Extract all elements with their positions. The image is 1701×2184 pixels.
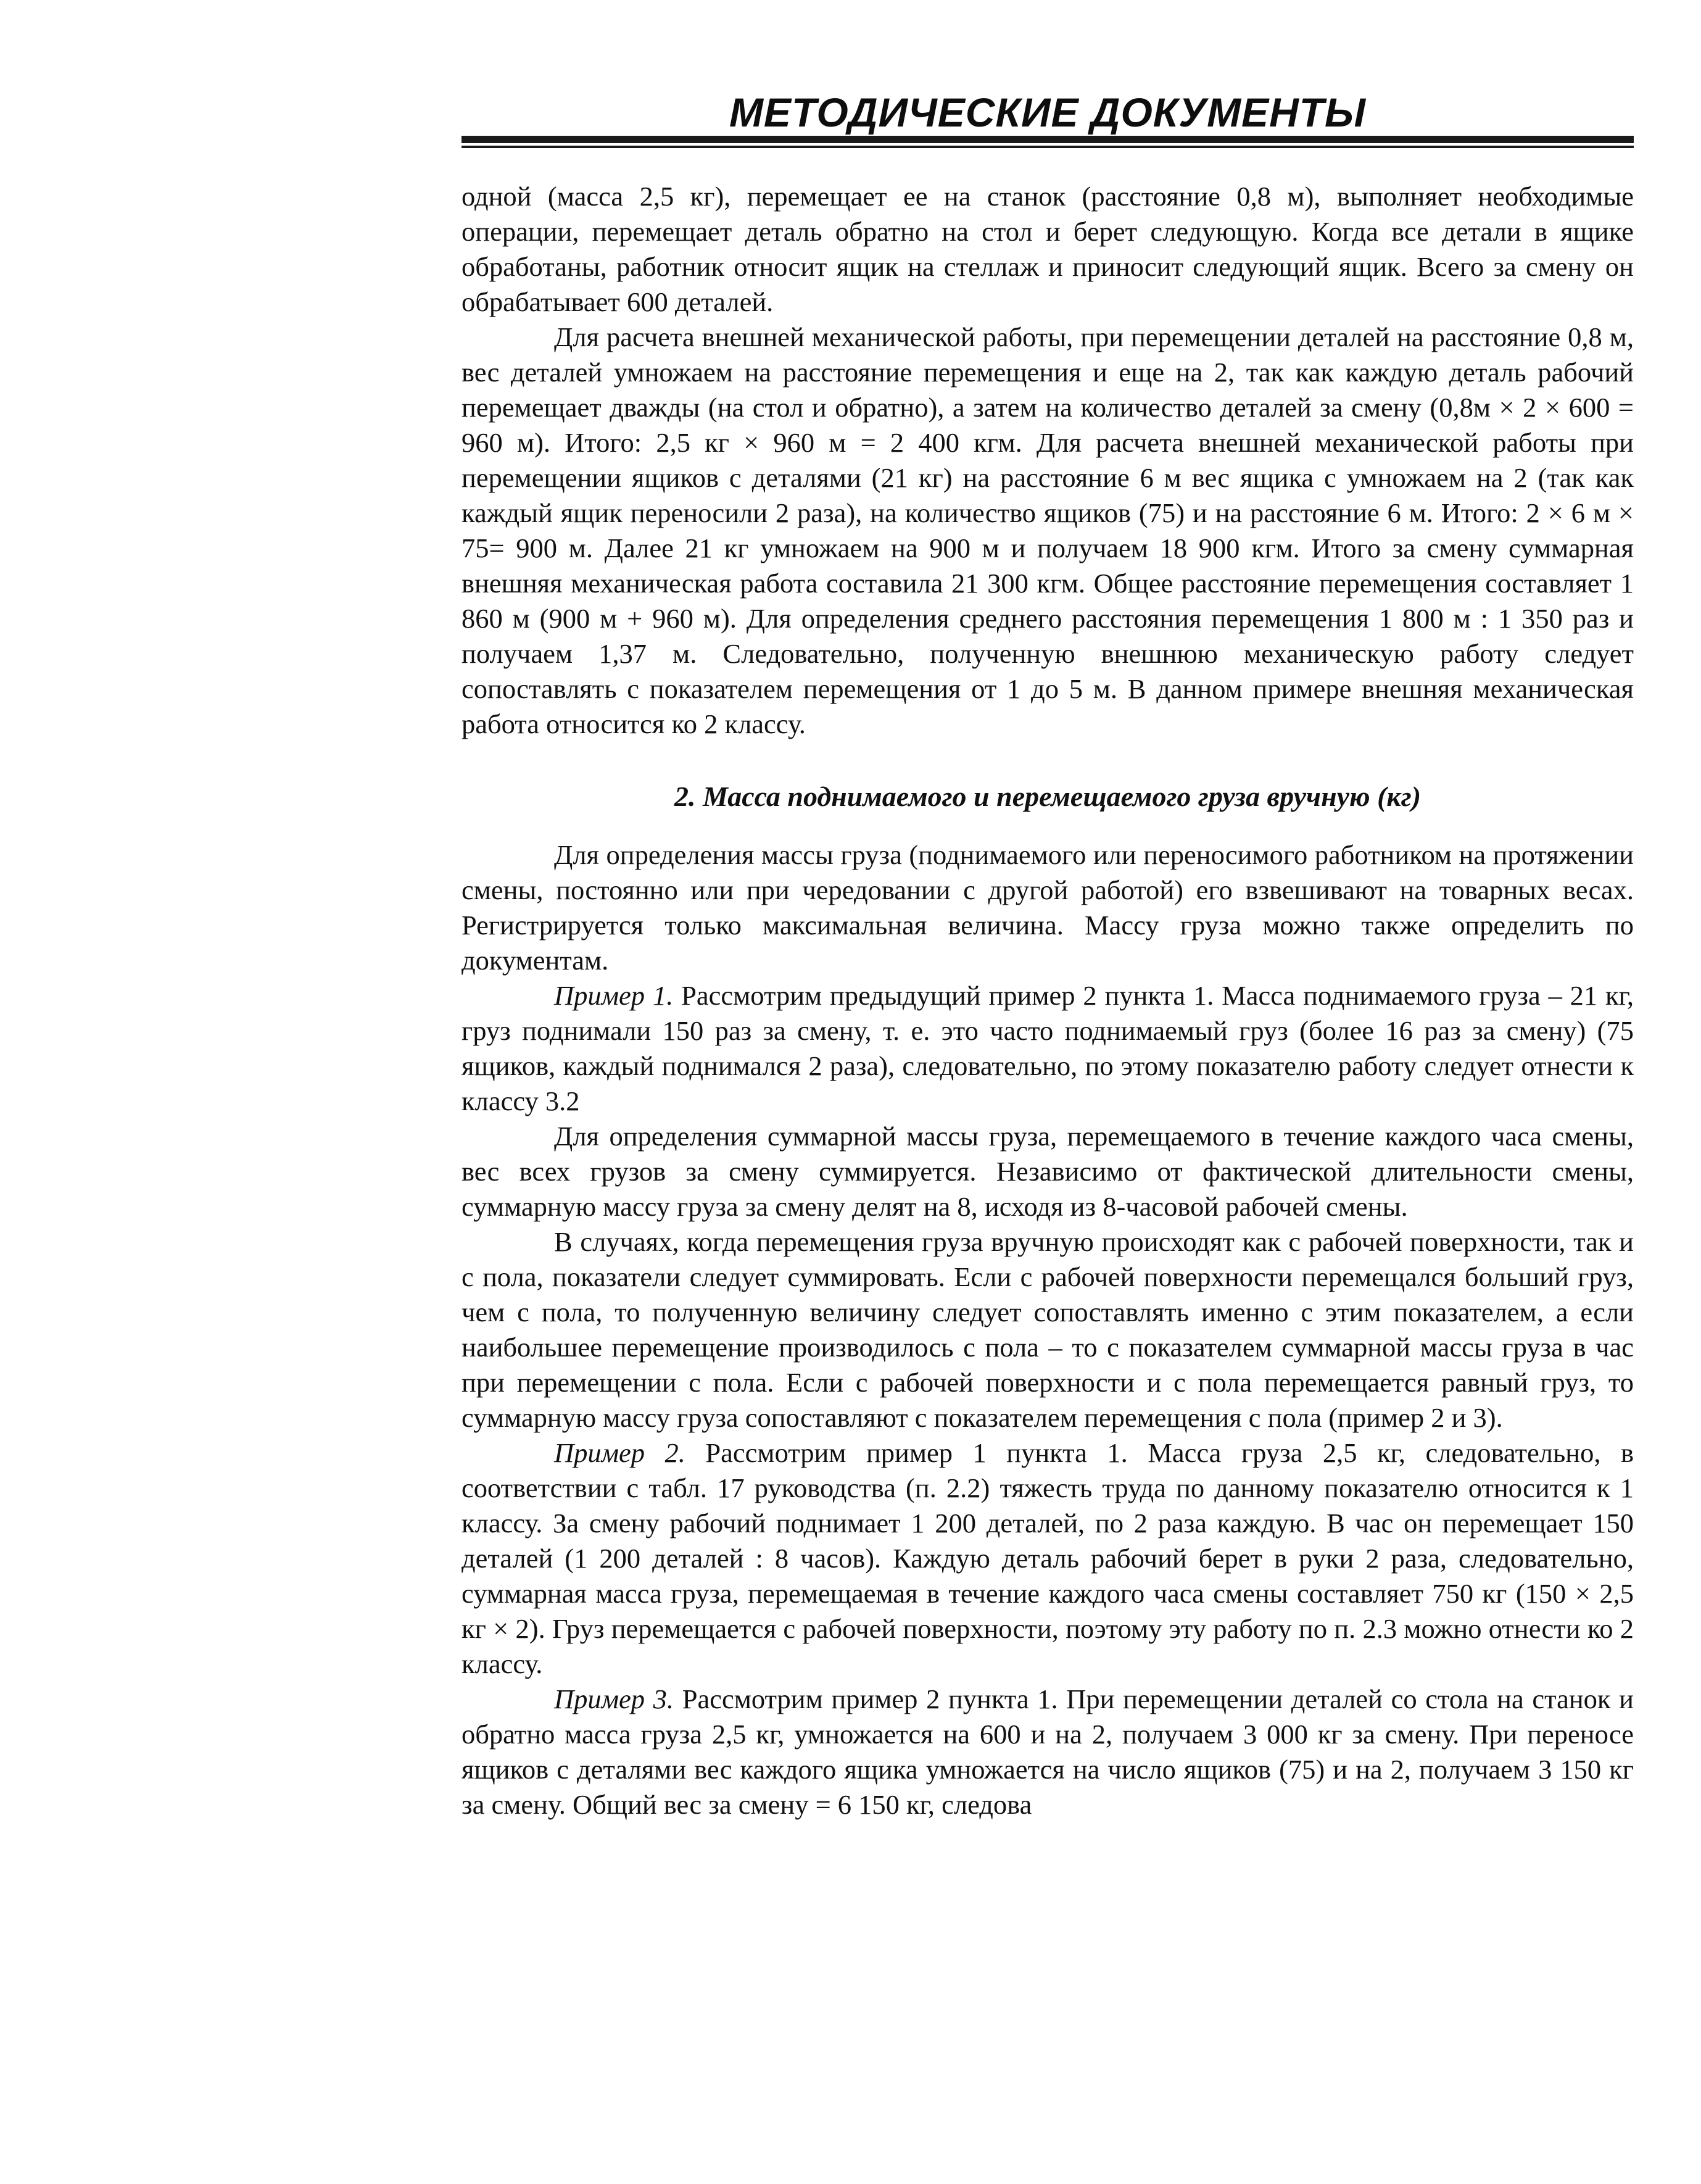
example-2-label: Пример 2.	[554, 1437, 685, 1468]
example-1	[461, 978, 1634, 1119]
section-heading: 2. Масса поднимаемого и перемещаемого груза вручную (кг)	[674, 781, 1422, 812]
example-3	[461, 1682, 1634, 1822]
header-title: МЕТОДИЧЕСКИЕ ДОКУМЕНТЫ	[729, 89, 1367, 135]
example-1-text: Рассмотрим предыдущий пример 2 пункта 1. Масса поднимаемого груза – 21 кг, груз поднимали 150 раз за смену, т. е. это часто поднимаемый груз (более 16 раз за смену) (75 ящиков, каждый поднимался 2 раза), следовательно, по этому показателю работу следует отнести к классу 3.2	[461, 980, 1634, 1116]
header-rule-thin	[461, 146, 1634, 148]
paragraph-hourly-mass: Для определения суммарной массы груза, перемещаемого в течение каждого часа смены, вес всех грузов за смену суммируется. Независимо от фактической длительности смены, суммарную массу груза за смену делят на 8, исходя из 8-часовой рабочей смены.	[461, 1121, 1634, 1222]
paragraph-surface-floor: В случаях, когда перемещения груза вручную происходят как с рабочей поверхности, так и с пола, показатели следует суммировать. Если с рабочей поверхности перемещался больший груз, чем с пола, то полученную величину следует сопоставлять именно с этим показателем, а если наибольшее перемещение производилось с пола – то с показателем суммарной массы груза в час при перемещении с пола. Если с рабочей поверхности и с пола перемещается равный груз, то суммарную массу груза сопоставляют с показателем перемещения с пола (пример 2 и 3).	[461, 1226, 1634, 1433]
paragraph-load-mass: Для определения массы груза (поднимаемого или переносимого работником на протяжении смены, постоянно или при чередовании с другой работой) его взвешивают на товарных весах. Регистрируется только максимальная величина. Массу груза можно также определить по документам.	[461, 839, 1634, 976]
example-3-text: Рассмотрим пример 2 пункта 1. При перемещении деталей со стола на станок и обратно масса груза 2,5 кг, умножается на 600 и на 2, получаем 3 000 кг за смену. При переносе ящиков с деталями вес каждого ящика умножается на число ящиков (75) и на 2, получаем 3 150 кг за смену. Общий вес за смену = 6 150 кг, следова	[461, 1684, 1634, 1820]
page-header	[461, 88, 1634, 149]
example-3-label: Пример 3.	[554, 1684, 674, 1714]
paragraph-continuation: одной (масса 2,5 кг), перемещает ее на станок (расстояние 0,8 м), выполняет необходимые операции, перемещает деталь обратно на стол и берет следующую. Когда все детали в ящике обработаны, работник относит ящик на стеллаж и приносит следующий ящик. Всего за смену он обрабатывает 600 деталей.	[461, 181, 1634, 317]
example-2-text: Рассмотрим пример 1 пункта 1. Масса груза 2,5 кг, следовательно, в соответствии с табл. 17 руководства (п. 2.2) тяжесть труда по данному показателю относится к 1 классу. За смену рабочий поднимает 1 200 деталей, по 2 раза каждую. В час он перемещает 150 деталей (1 200 деталей : 8 часов). Каждую деталь рабочий берет в руки 2 раза, следовательно, суммарная масса груза, перемещаемая в течение каждого часа смены составляет 750 кг (150 × 2,5 кг × 2). Груз перемещается с рабочей поверхности, поэтому эту работу по п. 2.3 можно отнести ко 2 классу.	[461, 1437, 1634, 1679]
example-1-label: Пример 1.	[554, 980, 674, 1011]
document-body	[461, 179, 1634, 1822]
example-2	[461, 1435, 1634, 1682]
paragraph-mechanical-work: Для расчета внешней механической работы, при перемещении деталей на расстояние 0,8 м, вес деталей умножаем на расстояние перемещения и еще на 2, так как каждую деталь рабочий перемещает дважды (на стол и обратно), а затем на количество деталей за смену (0,8м × 2 × 600 = 960 м). Итого: 2,5 кг × 960 м = 2 400 кгм. Для расчета внешней механической работы при перемещении ящиков с деталями (21 кг) на расстояние 6 м вес ящика с умножаем на 2 (так как каждый ящик переносили 2 раза), на количество ящиков (75) и на расстояние 6 м. Итого: 2 × 6 м × 75= 900 м. Далее 21 кг умножаем на 900 м и получаем 18 900 кгм. Итого за смену суммарная внешняя механическая работа составила 21 300 кгм. Общее расстояние перемещения составляет 1 860 м (900 м + 960 м). Для определения среднего расстояния перемещения 1 800 м : 1 350 раз и получаем 1,37 м. Следовательно, полученную внешнюю механическую работу следует сопоставлять с показателем перемещения от 1 до 5 м. В данном примере внешняя механическая работа относится ко 2 классу.	[461, 322, 1634, 739]
header-rule	[461, 136, 1634, 143]
